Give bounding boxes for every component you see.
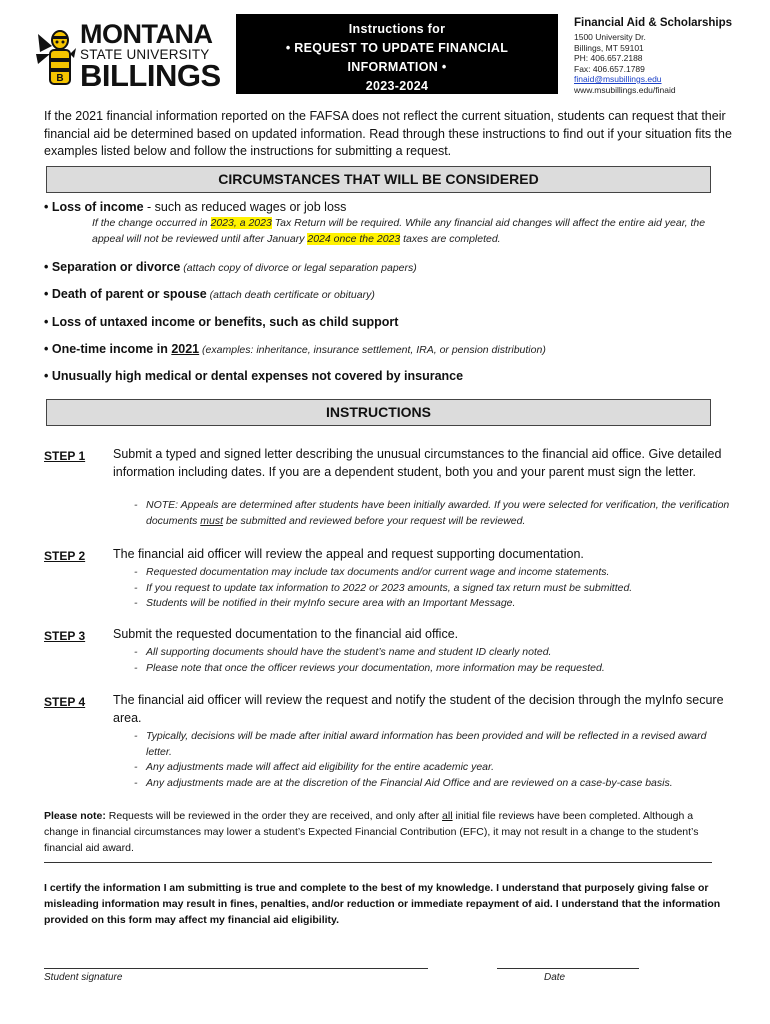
fax-number: Fax: 406.657.1789 xyxy=(574,63,645,74)
please-note-paragraph xyxy=(44,808,724,856)
bullet-dash: - xyxy=(134,566,138,578)
step-1-note-part-b: be submitted and reviewed before your request will be reviewed. xyxy=(223,514,526,527)
section-divider xyxy=(44,862,712,863)
one-time-note: (examples: inheritance, insurance settlement, IRA, or pension distribution) xyxy=(199,344,546,356)
step-2-note xyxy=(134,581,734,597)
circumstance-loss-of-income xyxy=(44,199,734,215)
step-1-text: Submit a typed and signed letter describing the unusual circumstances to the financial aid office. Give detailed information including dates. If you are a dependent student, both you and your parent must sign the letter. xyxy=(113,447,722,479)
address-line-2: Billings, MT 59101 xyxy=(574,42,644,53)
title-line-1: Instructions for xyxy=(348,22,446,36)
document-title-box xyxy=(236,14,558,94)
step-4-note-2: Any adjustments made will affect aid eligibility for the entire academic year. xyxy=(146,761,495,773)
please-note-part-b: initial file reviews have been completed. Although a change in financial circumstances may lower a student’s Expected Financial Contribution (EFC), it may not result in a change to the student’s financial aid award. xyxy=(44,810,699,854)
circumstance-medical xyxy=(44,368,734,384)
logo-billings-text: BILLINGS xyxy=(80,58,221,93)
circumstance-untaxed xyxy=(44,314,734,330)
logo-state-university-text: STATE UNIVERSITY xyxy=(80,47,210,62)
email-link[interactable]: finaid@msubillings.edu xyxy=(574,74,662,84)
step-2-text: The financial aid officer will review the appeal and request supporting documentation. xyxy=(113,547,584,561)
loss-of-income-note xyxy=(92,215,732,247)
date-label: Date xyxy=(544,972,566,983)
step-3-note xyxy=(134,661,734,677)
step-3-label: STEP 3 xyxy=(44,629,86,643)
loss-of-income-title: • Loss of income xyxy=(44,200,144,214)
step-2-note-1: Requested documentation may include tax documents and/or current wage and income statements. xyxy=(146,566,610,578)
step-2-note-2: If you request to update tax information to 2022 or 2023 amounts, a signed tax return must be submitted. xyxy=(146,581,633,594)
phone-number: PH: 406.657.2188 xyxy=(574,53,643,63)
step-1-notes xyxy=(134,498,734,529)
bullet-dash: - xyxy=(134,581,138,594)
untaxed-title: • Loss of untaxed income or benefits, such as child support xyxy=(44,315,399,329)
bullet-dash: - xyxy=(134,646,138,658)
bullet-dash: - xyxy=(134,730,138,742)
separation-title: • Separation or divorce xyxy=(44,260,181,274)
please-note-part-a: Requests will be reviewed in the order they are received, and only after xyxy=(105,810,443,822)
date-line[interactable] xyxy=(497,968,639,969)
income-note-part-c: taxes are completed. xyxy=(400,233,501,245)
income-note-highlight-2: 2024 once the 2023 xyxy=(307,233,401,245)
step-4-text: The financial aid officer will review the request and notify the student of the decision through the myInfo secure area. xyxy=(113,693,724,725)
step-2-note-3: Students will be notified in their myInfo secure area with an Important Message. xyxy=(146,597,516,609)
step-3-note-2: Please note that once the officer reviews your documentation, more information may be requested. xyxy=(146,661,605,674)
page-header xyxy=(0,0,770,100)
contact-block xyxy=(574,17,770,95)
bullet-dash: - xyxy=(134,661,138,674)
income-note-highlight-1: 2023, a 2023 xyxy=(210,217,272,229)
one-time-title: • One-time income in xyxy=(44,342,172,356)
step-4-label: STEP 4 xyxy=(44,695,86,709)
death-title: • Death of parent or spouse xyxy=(44,287,207,301)
certification-statement: I certify the information I am submitting is true and complete to the best of my knowledge. I understand that purposely giving false or misleading information may result in fines, penalties, and/or reduction or immediate repayment of aid. I understand that the information provided on this form may affect my financial aid eligibility. xyxy=(44,882,721,926)
step-1-note-must: must xyxy=(200,514,224,527)
yellowjacket-mascot-icon xyxy=(34,24,78,88)
one-time-year: 2021 xyxy=(171,342,200,356)
step-4-note xyxy=(134,760,734,776)
step-4-note xyxy=(134,776,734,792)
please-note-label: Please note: xyxy=(44,810,106,822)
intro-paragraph: If the 2021 financial information reported on the FAFSA does not reflect the current situation, students can request that their financial aid be determined based on updated information. Read through these instructions to find out if your situation fits the examples listed below and follow the instructions for submitting a request. xyxy=(44,109,732,158)
step-4-notes xyxy=(134,729,734,791)
bullet-dash: - xyxy=(134,776,138,789)
office-name: Financial Aid & Scholarships xyxy=(574,17,733,29)
step-2-label: STEP 2 xyxy=(44,549,86,563)
step-2-note xyxy=(134,565,734,581)
circumstances-heading: CIRCUMSTANCES THAT WILL BE CONSIDERED xyxy=(46,166,711,193)
address-line-1: 1500 University Dr. xyxy=(574,32,646,42)
student-signature-label: Student signature xyxy=(44,972,123,983)
circumstance-death xyxy=(44,286,734,303)
step-3-note xyxy=(134,645,734,661)
step-3-notes xyxy=(134,645,734,676)
income-note-part-a: If the change occurred in xyxy=(92,217,211,229)
circumstance-separation xyxy=(44,259,734,276)
income-note-part-b: Tax Return will be required. While any financial aid changes will affect the entire aid year, the appeal will not be reviewed until after January xyxy=(92,217,706,245)
student-signature-line[interactable] xyxy=(44,968,428,969)
step-1-note-part-a: NOTE: Appeals are determined after students have been initially awarded. If you were selected for verification, the verification documents xyxy=(146,499,730,527)
step-2-notes xyxy=(134,565,734,612)
website-url: www.msubillings.edu/finaid xyxy=(574,84,676,95)
medical-title: • Unusually high medical or dental expenses not covered by insurance xyxy=(44,369,464,383)
step-4-note-3: Any adjustments made are at the discretion of the Financial Aid Office and are reviewed on a case-by-case basis. xyxy=(146,776,673,789)
death-note: (attach death certificate or obituary) xyxy=(206,289,375,301)
step-1-note xyxy=(134,498,734,529)
step-3-note-1: All supporting documents should have the student’s name and student ID clearly noted. xyxy=(146,646,552,658)
circumstance-one-time-income xyxy=(44,341,734,358)
msu-billings-logo xyxy=(34,19,221,93)
separation-note: (attach copy of divorce or legal separation papers) xyxy=(180,262,417,274)
instructions-heading: INSTRUCTIONS xyxy=(46,399,711,426)
step-4-note xyxy=(134,729,734,760)
logo-montana-text: MONTANA xyxy=(80,19,213,49)
bullet-dash: - xyxy=(134,761,138,773)
please-note-all: all xyxy=(442,810,453,822)
step-1-label: STEP 1 xyxy=(44,449,86,463)
bullet-dash: - xyxy=(134,597,138,609)
step-3-text: Submit the requested documentation to the financial aid office. xyxy=(113,627,459,641)
title-line-4: 2023-2024 xyxy=(365,79,429,93)
loss-of-income-desc: - such as reduced wages or job loss xyxy=(143,200,347,214)
step-2-note xyxy=(134,596,734,612)
title-line-2: • REQUEST TO UPDATE FINANCIAL xyxy=(285,41,509,55)
title-line-3: INFORMATION • xyxy=(347,60,447,74)
step-4-note-1: Typically, decisions will be made after initial award information has been provided and will be reflected in a revised award letter. xyxy=(146,730,707,758)
bullet-dash: - xyxy=(134,499,138,511)
svg-text:B: B xyxy=(56,73,64,84)
